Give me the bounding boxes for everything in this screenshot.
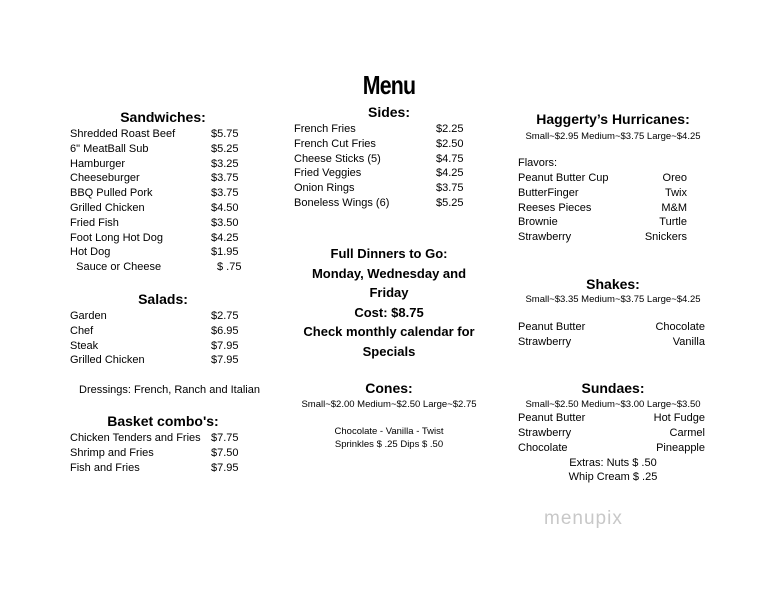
salads-heading: Salads: (138, 291, 188, 307)
flavor-row (518, 320, 705, 335)
dinners-block (289, 244, 489, 361)
menu-item-price: $3.75 (211, 187, 239, 200)
menu-item-name: Onion Rings (294, 182, 355, 195)
menu-item-price: $7.95 (211, 339, 239, 352)
menu-item-price: $7.50 (211, 446, 239, 459)
basket-list (70, 431, 270, 475)
menu-item-price: $3.75 (436, 182, 464, 195)
menu-item-name: Grilled Chicken (70, 354, 145, 367)
hurricanes-flavors-list (518, 171, 687, 245)
basket-heading: Basket combo's: (107, 413, 219, 429)
salad-dressings: Dressings: French, Ranch and Italian (79, 384, 260, 396)
salads-list (70, 309, 270, 368)
flavor-right: Turtle (659, 216, 687, 229)
menu-item-price: $4.25 (211, 231, 239, 244)
sundaes-sizes: Small~$2.50 Medium~$3.00 Large~$3.50 (525, 399, 701, 410)
menu-item-price: $7.95 (211, 354, 239, 367)
menu-item-row (70, 201, 270, 216)
sundaes-heading: Sundaes: (581, 380, 645, 396)
menu-item-price: $2.25 (436, 123, 464, 135)
hurricanes-flavors-label: Flavors: (518, 157, 558, 169)
dinners-line: Check monthly calendar for (303, 324, 475, 339)
dinners-line: Specials (362, 343, 416, 359)
menu-item-price: $5.25 (436, 196, 464, 209)
menu-item-name: Steak (70, 339, 99, 352)
menu-item-row (70, 309, 270, 324)
menu-item-price: $2.75 (211, 310, 239, 322)
menu-item-row (70, 461, 270, 476)
menu-item-name: Shrimp and Fries (70, 446, 154, 459)
menu-item-price: $5.25 (211, 142, 239, 155)
menu-item-price: $4.50 (211, 201, 239, 214)
menu-item-price: $ .75 (217, 261, 242, 274)
flavor-left: Chocolate (518, 441, 568, 454)
menu-item-row (294, 152, 494, 167)
menu-item-price: $7.75 (211, 432, 239, 444)
menu-item-row (70, 245, 270, 260)
menu-item-name: Fried Veggies (294, 167, 362, 180)
menu-item-row (70, 260, 270, 275)
flavor-row (518, 215, 687, 230)
menu-item-row (70, 231, 270, 246)
menu-item-name: Fried Fish (70, 216, 119, 229)
flavor-row (518, 411, 705, 426)
menu-item-name: Sauce or Cheese (70, 261, 162, 274)
flavor-right: Hot Fudge (653, 412, 705, 424)
menu-item-price: $3.75 (211, 172, 239, 185)
menu-item-name: Hamburger (70, 157, 126, 170)
menu-item-price: $6.95 (211, 324, 239, 337)
menu-item-row (70, 339, 270, 354)
flavor-left: Strawberry (518, 231, 572, 244)
menu-item-row (294, 181, 494, 196)
shakes-heading: Shakes: (586, 276, 640, 292)
menu-item-row (294, 122, 494, 137)
flavor-left: Reeses Pieces (518, 201, 592, 214)
flavor-left: ButterFinger (518, 186, 579, 199)
menu-item-name: Cheese Sticks (5) (294, 152, 381, 165)
menu-item-name: Cheeseburger (70, 172, 140, 185)
menu-item-row (70, 127, 270, 142)
menu-item-row (70, 431, 270, 446)
menupix-watermark: menupix (544, 508, 623, 529)
dinners-line: Full Dinners to Go: (330, 246, 448, 261)
flavor-row (518, 186, 687, 201)
menu-item-price: $3.25 (211, 157, 239, 170)
menu-item-row (70, 142, 270, 157)
flavor-left: Strawberry (518, 335, 572, 348)
flavor-right: Chocolate (655, 321, 705, 333)
menu-item-row (70, 171, 270, 186)
menu-item-name: Hot Dog (70, 246, 111, 259)
menu-item-row (70, 446, 270, 461)
flavor-right: Vanilla (672, 335, 705, 348)
menu-item-name: Grilled Chicken (70, 201, 145, 214)
menu-title: Menu (362, 70, 416, 100)
menu-item-price: $4.25 (436, 167, 464, 180)
menu-item-name: Garden (70, 310, 107, 322)
menu-item-price: $4.75 (436, 152, 464, 165)
menu-item-row (70, 157, 270, 172)
shakes-sizes: Small~$3.35 Medium~$3.75 Large~$4.25 (525, 294, 701, 305)
sandwiches-list (70, 127, 270, 275)
menu-item-name: French Fries (294, 123, 356, 135)
flavor-left: Peanut Butter Cup (518, 172, 609, 184)
flavor-left: Peanut Butter (518, 412, 586, 424)
cones-flavors: Chocolate - Vanilla - Twist (334, 426, 444, 437)
menu-item-row (294, 137, 494, 152)
dinners-line: Monday, Wednesday and (311, 265, 467, 281)
dinners-line: Friday (369, 285, 409, 300)
flavor-right: Oreo (662, 172, 687, 184)
flavor-left: Strawberry (518, 426, 572, 439)
menu-item-name: 6" MeatBall Sub (70, 142, 149, 155)
menu-item-name: BBQ Pulled Pork (70, 187, 153, 200)
menu-item-price: $2.50 (436, 137, 464, 150)
hurricanes-sizes: Small~$2.95 Medium~$3.75 Large~$4.25 (525, 131, 701, 142)
flavor-left: Peanut Butter (518, 321, 586, 333)
menu-item-row (70, 186, 270, 201)
flavor-right: Pineapple (656, 441, 705, 454)
sides-list (294, 122, 494, 211)
menu-item-price: $7.95 (211, 461, 239, 474)
sandwiches-heading: Sandwiches: (120, 109, 206, 125)
flavor-row (518, 335, 705, 350)
flavor-row (518, 426, 705, 441)
sundaes-extras-whip: Whip Cream $ .25 (568, 471, 658, 483)
menu-item-name: Boneless Wings (6) (294, 196, 390, 209)
flavor-row (518, 441, 705, 456)
cones-sizes: Small~$2.00 Medium~$2.50 Large~$2.75 (301, 399, 477, 410)
menu-item-row (294, 166, 494, 181)
menu-item-name: Fish and Fries (70, 461, 140, 474)
dinners-cost: Cost: $8.75 (354, 304, 424, 320)
sundaes-flavors-list (518, 411, 705, 455)
menu-item-row (70, 324, 270, 339)
sides-heading: Sides: (367, 104, 410, 120)
flavor-right: Twix (665, 186, 687, 199)
menu-item-price: $5.75 (211, 128, 239, 140)
menu-item-name: Shredded Roast Beef (70, 128, 176, 140)
menu-item-price: $3.50 (211, 216, 239, 229)
menu-item-row (70, 353, 270, 368)
cones-heading: Cones: (365, 380, 413, 396)
menu-item-row (70, 216, 270, 231)
flavor-right: M&M (661, 201, 687, 214)
flavor-right: Carmel (669, 426, 705, 439)
menu-item-name: Chicken Tenders and Fries (70, 432, 201, 444)
sundaes-extras-nuts: Extras: Nuts $ .50 (569, 457, 657, 469)
hurricanes-heading: Haggerty’s Hurricanes: (536, 111, 690, 127)
shakes-flavors-list (518, 320, 705, 350)
flavor-row (518, 230, 687, 245)
cones-extras: Sprinkles $ .25 Dips $ .50 (334, 439, 444, 450)
menu-item-name: Chef (70, 324, 94, 337)
menu-item-name: Foot Long Hot Dog (70, 231, 163, 244)
flavor-left: Brownie (518, 216, 558, 229)
flavor-row (518, 201, 687, 216)
menu-item-row (294, 196, 494, 211)
flavor-right: Snickers (644, 231, 687, 244)
flavor-row (518, 171, 687, 186)
menu-item-price: $1.95 (211, 246, 239, 259)
menu-item-name: French Cut Fries (294, 137, 376, 150)
